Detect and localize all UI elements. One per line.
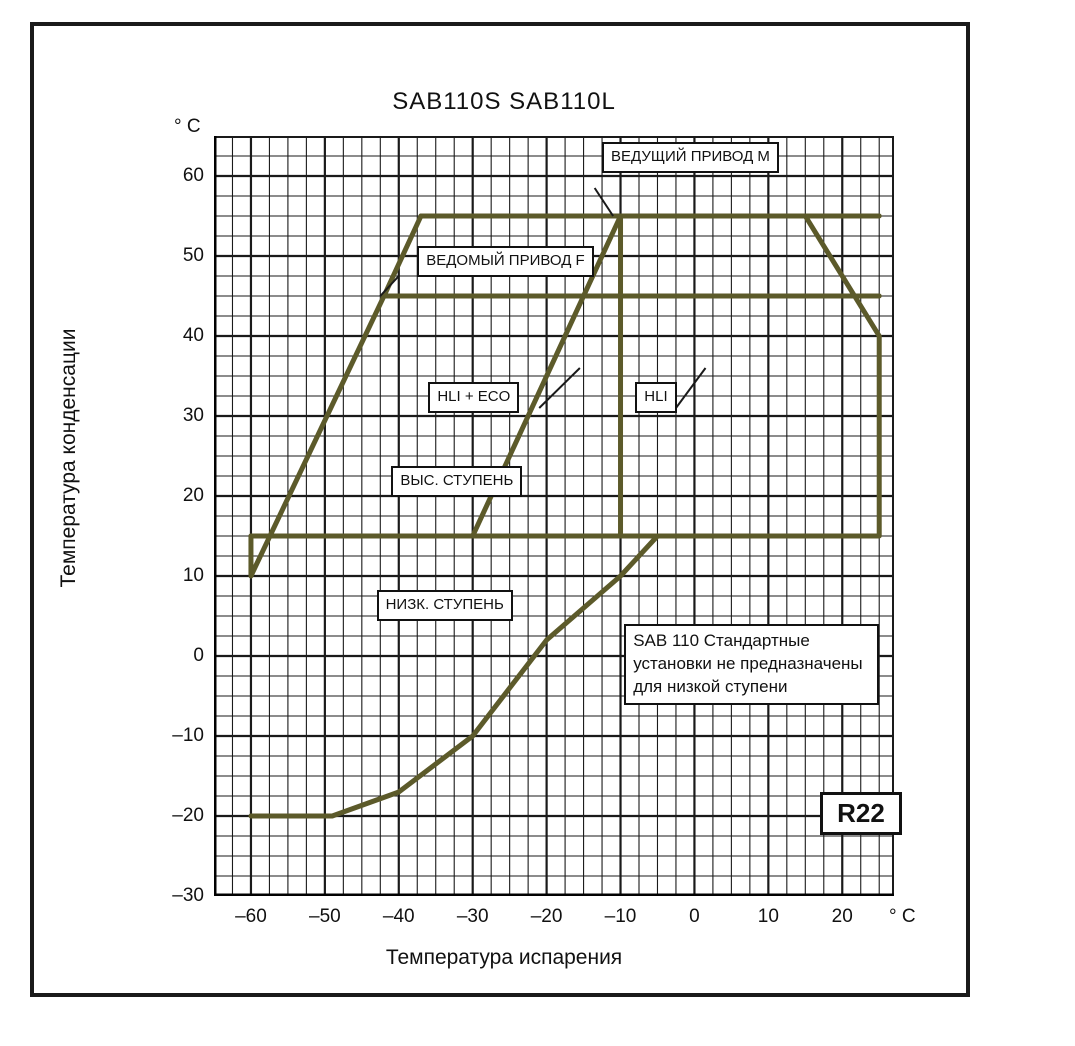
y-axis-unit: ° C (174, 116, 201, 137)
x-tick-label: –10 (604, 906, 637, 927)
plot-stage (34, 26, 974, 1001)
y-axis-ticks (134, 136, 204, 906)
page-title: SAB110S SAB110L (392, 88, 616, 115)
callout-drive-f: ВЕДОМЫЙ ПРИВОД F (417, 246, 593, 277)
callout-hli-eco: HLI + ECO (428, 382, 519, 413)
y-tick-label: 40 (182, 325, 204, 346)
callout-high-stage: ВЫС. СТУПЕНЬ (391, 466, 522, 497)
y-tick-label: –20 (172, 805, 204, 826)
x-axis-title: Температура испарения (385, 946, 623, 969)
y-tick-label: 0 (193, 645, 204, 666)
x-tick-label: 20 (831, 906, 853, 927)
x-tick-label: –30 (456, 906, 489, 927)
curve (251, 536, 658, 816)
y-tick-label: –10 (172, 725, 204, 746)
callout-low-stage: НИЗК. СТУПЕНЬ (377, 590, 513, 621)
curve (621, 216, 880, 536)
x-axis-unit: ° C (889, 906, 916, 927)
figure-frame (30, 22, 970, 997)
refrigerant-badge: R22 (820, 792, 902, 835)
x-tick-label: –60 (235, 906, 267, 927)
note-box: SAB 110 Стандартные установки не предназначены для низкой ступени (624, 624, 879, 705)
y-tick-label: 10 (182, 565, 204, 586)
callout-hli: HLI (635, 382, 676, 413)
x-tick-label: –20 (530, 906, 563, 927)
y-tick-label: 20 (182, 485, 204, 506)
x-tick-label: –50 (309, 906, 341, 927)
y-tick-label: 60 (182, 165, 204, 186)
x-tick-label: 0 (689, 906, 700, 927)
x-axis-ticks (214, 906, 894, 936)
y-tick-label: 50 (182, 245, 204, 266)
y-tick-label: 30 (182, 405, 204, 426)
x-tick-label: –40 (382, 906, 415, 927)
callout-drive-m: ВЕДУЩИЙ ПРИВОД М (602, 142, 779, 173)
y-tick-label: –30 (172, 885, 204, 906)
x-tick-label: 10 (757, 906, 779, 927)
y-axis-title: Температура конденсации (57, 328, 80, 588)
